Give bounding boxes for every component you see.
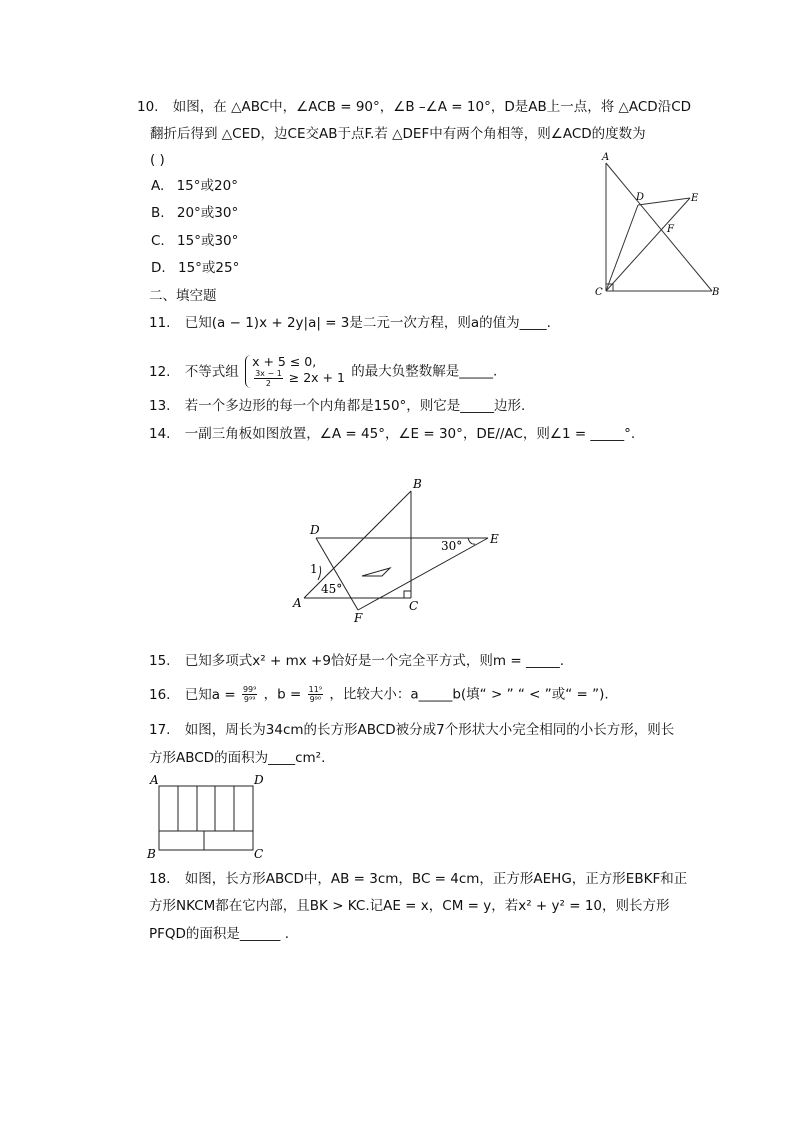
q16-post: ，比较大小：a_____b(填“ > ” “ < ”或“ = ”).: [329, 686, 609, 703]
label-e: E: [490, 532, 499, 546]
q17-number: 17.: [149, 722, 171, 738]
option-text: 15°或25°: [177, 260, 240, 276]
q12-fraction: [254, 369, 283, 388]
q12-post: 的最大负整数解是_____.: [351, 363, 498, 380]
q12-pre: 不等式组: [184, 363, 239, 380]
q16-line: [149, 685, 609, 704]
q11-line: [149, 314, 551, 332]
q12-number: 12.: [149, 363, 171, 380]
q12-row1: x + 5 ≤ 0,: [252, 354, 317, 369]
q12-line: [149, 355, 497, 388]
segment-df: [316, 538, 358, 610]
segment-cd: [606, 205, 638, 291]
label-d: D: [636, 192, 645, 203]
label-angle-45: 45°: [321, 582, 343, 596]
q11-text: 已知(a − 1)x + 2y|a| = 3是二元一次方程，则a的值为____.: [184, 315, 551, 331]
option-text: 20°或30°: [176, 205, 239, 221]
q16-a-top: 99⁹: [242, 685, 257, 694]
segment-fe: [358, 538, 488, 610]
option-label: B.: [151, 205, 165, 221]
q10-paren: ( ): [150, 152, 165, 168]
label-c: C: [595, 287, 603, 298]
q17-figure: [145, 772, 270, 862]
q14-line: [149, 425, 635, 443]
option-text: 15°或20°: [176, 178, 238, 194]
q13-number: 13.: [149, 398, 171, 414]
q14-figure: [290, 470, 510, 630]
option-label: D.: [151, 260, 166, 276]
segment-ab: [606, 163, 712, 291]
option-label: C.: [151, 233, 165, 249]
label-d: D: [254, 773, 264, 787]
section-title: 二、填空题: [149, 288, 217, 304]
q16-fraction-a: [242, 685, 257, 704]
label-d: D: [310, 523, 320, 537]
inner-triangle: [362, 568, 390, 576]
q12-row2: [252, 369, 345, 388]
q16-mid: ，b =: [263, 686, 302, 703]
q16-pre: 已知a =: [184, 686, 236, 703]
q12-row2-rest: ≥ 2x + 1: [288, 370, 345, 385]
q16-number: 16.: [149, 686, 171, 703]
option-label: A.: [151, 178, 165, 194]
q12-frac-top: 3x − 1: [255, 369, 282, 378]
label-angle-30: 30°: [441, 539, 463, 553]
q10-text-line1: 如图，在 △ABC中，∠ACB = 90°，∠B –∠A = 10°，D是AB上一点，将 △ACD沿CD: [172, 99, 692, 115]
q16-a-bottom: 9⁹⁹: [243, 695, 256, 704]
label-angle-1: 1: [310, 562, 318, 576]
label-b: B: [712, 287, 720, 298]
segment-ce: [606, 198, 690, 291]
q14-number: 14.: [149, 426, 171, 442]
label-f: F: [354, 611, 363, 625]
label-c: C: [254, 847, 264, 861]
q17-text-line2: 方形ABCD的面积为____cm².: [149, 750, 326, 766]
q18-text-line1: 如图，长方形ABCD中，AB = 3cm，BC = 4cm，正方形AEHG，正方形EBKF和正: [184, 871, 688, 887]
q10-option-a: [151, 177, 238, 195]
q12-frac-bottom: 2: [265, 379, 271, 388]
q16-b-bottom: 9⁹⁰: [309, 695, 322, 704]
q10-line1: [137, 98, 691, 116]
q15-number: 15.: [149, 653, 171, 669]
q18-text-line3: PFQD的面积是______ .: [149, 926, 290, 942]
q12-system: [245, 355, 345, 388]
q13-line: [149, 397, 525, 415]
q10-number: 10.: [137, 99, 159, 115]
q11-number: 11.: [149, 315, 171, 331]
label-b: B: [413, 477, 422, 491]
q18-number: 18.: [149, 871, 171, 887]
q17-text-line1: 如图，周长为34cm的长方形ABCD被分成7个形状大小完全相同的小长方形，则长: [184, 722, 675, 738]
q13-text: 若一个多边形的每一个内角都是150°，则它是_____边形.: [184, 398, 526, 414]
label-a: A: [602, 152, 610, 163]
label-e: E: [691, 193, 699, 204]
q18-line1: [149, 870, 687, 888]
angle-30-arc: [468, 538, 475, 544]
q14-text: 一副三角板如图放置，∠A = 45°，∠E = 30°，DE//AC，则∠1 = _____°.: [184, 426, 636, 442]
rectangle-abcd: [159, 786, 253, 850]
q10-text-line2: 翻折后得到 △CED，边CE交AB于点F.若 △DEF中有两个角相等，则∠ACD的度数为: [150, 126, 646, 142]
q10-option-c: [151, 232, 238, 250]
q15-line: [149, 652, 564, 670]
label-b: B: [147, 847, 156, 861]
label-a: A: [293, 596, 302, 610]
segment-de: [638, 198, 690, 205]
q15-text: 已知多项式x² + mx +9恰好是一个完全平方式，则m = _____.: [184, 653, 564, 669]
option-text: 15°或30°: [177, 233, 239, 249]
label-f: F: [667, 224, 674, 235]
label-c: C: [409, 599, 419, 613]
angle-1-arc: [318, 566, 321, 580]
q16-b-top: 11⁹: [308, 685, 323, 694]
label-a: A: [150, 773, 159, 787]
right-angle-mark: [404, 591, 411, 598]
q10-option-d: [151, 259, 239, 277]
q10-figure: [590, 150, 730, 300]
q16-fraction-b: [308, 685, 323, 704]
q18-text-line2: 方形NKCM都在它内部，且BK > KC.记AE = x，CM = y，若x² + y² = 10，则长方形: [149, 898, 670, 914]
q10-option-b: [151, 204, 238, 222]
q17-line1: [149, 721, 674, 739]
